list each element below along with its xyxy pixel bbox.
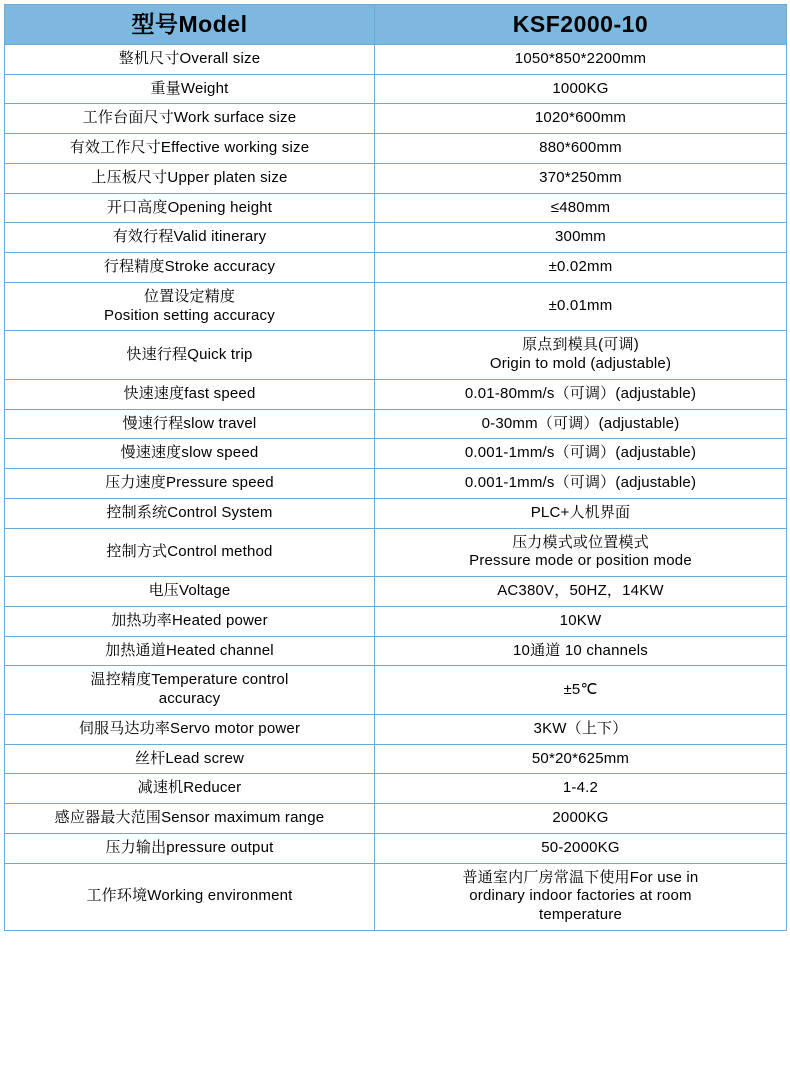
spec-label-text: 有效行程Valid itinerary — [112, 228, 267, 246]
spec-label-cell — [5, 134, 375, 164]
spec-value-cell — [375, 282, 787, 331]
spec-value-cell — [375, 636, 787, 666]
spec-label-text: 电压Voltage — [148, 582, 231, 599]
spec-value-text: ±5℃ — [563, 680, 598, 698]
spec-value-text: 1020*600mm — [534, 109, 627, 127]
spec-label-cell — [5, 804, 375, 834]
table-row — [5, 606, 787, 636]
spec-label-cell — [5, 714, 375, 744]
spec-label-cell — [5, 74, 375, 104]
spec-label-cell — [5, 282, 375, 331]
table-row — [5, 744, 787, 774]
spec-value-text: Pressure mode or position mode — [469, 552, 692, 570]
spec-label-text: 重量Weight — [150, 79, 229, 97]
spec-value-text: ≤480mm — [550, 198, 611, 216]
spec-value-text: 10KW — [559, 611, 602, 629]
spec-label-text: 控制方式Control method — [106, 542, 273, 560]
spec-label-cell — [5, 606, 375, 636]
spec-value-cell — [375, 774, 787, 804]
table-row — [5, 774, 787, 804]
table-header-row — [5, 5, 787, 45]
spec-value-cell — [375, 606, 787, 636]
spec-value-text: 10通道 10 channels — [513, 641, 648, 659]
spec-label-cell — [5, 193, 375, 223]
spec-value-text: ±0.01mm — [548, 297, 613, 315]
spec-value-text: ordinary indoor factories at room — [469, 887, 692, 905]
spec-value-text: 1000KG — [552, 79, 609, 97]
spec-label-text: 控制系统Control System — [106, 503, 273, 521]
table-row — [5, 163, 787, 193]
spec-label-text: accuracy — [158, 690, 221, 707]
table-row — [5, 439, 787, 469]
header-cell-model-value: KSF2000-10 — [375, 5, 787, 45]
spec-label-text: 压力输出pressure output — [105, 838, 274, 856]
spec-value-cell — [375, 409, 787, 439]
spec-value-cell — [375, 379, 787, 409]
spec-value-text: 370*250mm — [539, 168, 622, 186]
spec-label-text: 压力速度Pressure speed — [105, 474, 274, 491]
spec-label-text: 感应器最大范围Sensor maximum range — [54, 809, 325, 826]
spec-value-cell — [375, 223, 787, 253]
spec-value-cell — [375, 666, 787, 715]
spec-label-cell — [5, 577, 375, 607]
spec-value-cell — [375, 577, 787, 607]
spec-label-cell — [5, 253, 375, 283]
spec-label-cell — [5, 528, 375, 577]
spec-label-cell — [5, 331, 375, 380]
spec-label-cell — [5, 163, 375, 193]
spec-value-text: 880*600mm — [539, 139, 622, 156]
spec-label-text: 慢速速度slow speed — [120, 444, 259, 462]
spec-value-text: ±0.02mm — [548, 258, 613, 275]
spec-label-text: 减速机Reducer — [137, 779, 242, 797]
spec-label-text: 伺服马达功率Servo motor power — [78, 719, 301, 737]
table-row — [5, 469, 787, 499]
spec-label-cell — [5, 744, 375, 774]
table-row — [5, 636, 787, 666]
table-row — [5, 44, 787, 74]
spec-label-cell — [5, 498, 375, 528]
table-row — [5, 379, 787, 409]
spec-value-cell — [375, 44, 787, 74]
spec-label-text: 有效工作尺寸Effective working size — [69, 139, 310, 156]
spec-label-text: 位置设定精度 — [143, 287, 236, 305]
table-row — [5, 498, 787, 528]
spec-label-cell — [5, 469, 375, 499]
header-cell-model: 型号Model — [5, 5, 375, 45]
spec-value-cell — [375, 253, 787, 283]
table-body — [5, 44, 787, 930]
spec-value-text: 50-2000KG — [541, 838, 620, 856]
spec-label-cell — [5, 104, 375, 134]
table-row — [5, 104, 787, 134]
spec-value-cell — [375, 804, 787, 834]
spec-label-cell — [5, 439, 375, 469]
specification-table — [4, 4, 787, 931]
table-row — [5, 134, 787, 164]
spec-label-text: 加热通道Heated channel — [105, 641, 274, 659]
spec-label-text: 行程精度Stroke accuracy — [103, 258, 276, 275]
spec-label-text: 丝杆Lead screw — [134, 749, 245, 767]
spec-value-text: 3KW（上下） — [533, 719, 628, 737]
table-row — [5, 528, 787, 577]
spec-label-text: 开口高度Opening height — [106, 198, 273, 216]
table-row — [5, 666, 787, 715]
spec-value-cell — [375, 104, 787, 134]
table-row — [5, 74, 787, 104]
table-row — [5, 863, 787, 930]
spec-value-cell — [375, 331, 787, 380]
spec-label-cell — [5, 223, 375, 253]
table-row — [5, 193, 787, 223]
spec-value-cell — [375, 498, 787, 528]
table-row — [5, 577, 787, 607]
table-row — [5, 223, 787, 253]
spec-label-cell — [5, 666, 375, 715]
spec-value-text: 300mm — [554, 228, 607, 246]
spec-label-cell — [5, 44, 375, 74]
table-row — [5, 714, 787, 744]
spec-value-cell — [375, 74, 787, 104]
spec-value-text: temperature — [538, 906, 623, 923]
spec-label-text: Position setting accuracy — [104, 306, 275, 324]
table-row — [5, 804, 787, 834]
spec-label-cell — [5, 774, 375, 804]
spec-value-text: 原点到模具(可调) — [522, 336, 639, 354]
spec-value-cell — [375, 833, 787, 863]
spec-value-text: 0-30mm（可调）(adjustable) — [481, 414, 680, 432]
spec-value-text: 1050*850*2200mm — [514, 49, 647, 67]
spec-label-text: 整机尺寸Overall size — [118, 49, 261, 67]
spec-value-text: AC380V，50HZ，14KW — [497, 582, 664, 599]
table-row — [5, 331, 787, 380]
table-row — [5, 253, 787, 283]
spec-value-cell — [375, 163, 787, 193]
spec-value-cell — [375, 439, 787, 469]
spec-value-cell — [375, 528, 787, 577]
spec-label-text: 快速速度fast speed — [123, 384, 256, 402]
spec-value-text: PLC+人机界面 — [530, 503, 631, 521]
spec-value-text: 0.01-80mm/s（可调）(adjustable) — [464, 384, 697, 402]
spec-label-text: 快速行程Quick trip — [126, 345, 253, 363]
spec-label-text: 加热功率Heated power — [111, 611, 268, 629]
spec-value-text: 普通室内厂房常温下使用For use in — [462, 868, 699, 886]
table-row — [5, 282, 787, 331]
spec-label-cell — [5, 863, 375, 930]
spec-label-cell — [5, 833, 375, 863]
spec-value-text: 0.001-1mm/s（可调）(adjustable) — [464, 444, 697, 462]
spec-label-text: 慢速行程slow travel — [122, 414, 257, 432]
spec-value-cell — [375, 714, 787, 744]
spec-value-text: Origin to mold (adjustable) — [489, 355, 672, 372]
spec-value-text: 1-4.2 — [562, 779, 599, 797]
spec-value-text: 2000KG — [552, 809, 609, 826]
spec-value-text: 0.001-1mm/s（可调）(adjustable) — [464, 474, 697, 491]
table-row — [5, 833, 787, 863]
spec-label-cell — [5, 379, 375, 409]
spec-value-text: 50*20*625mm — [531, 749, 630, 767]
spec-value-cell — [375, 863, 787, 930]
spec-label-text: 温控精度Temperature control — [90, 671, 289, 689]
spec-label-text: 工作台面尺寸Work surface size — [82, 109, 297, 127]
spec-value-cell — [375, 193, 787, 223]
table-row — [5, 409, 787, 439]
spec-value-cell — [375, 469, 787, 499]
table-header — [5, 5, 787, 45]
spec-value-cell — [375, 744, 787, 774]
spec-value-text: 压力模式或位置模式 — [512, 533, 649, 551]
spec-value-cell — [375, 134, 787, 164]
spec-label-text: 工作环境Working environment — [86, 887, 293, 905]
spec-label-text: 上压板尺寸Upper platen size — [91, 168, 288, 186]
spec-label-cell — [5, 636, 375, 666]
spec-label-cell — [5, 409, 375, 439]
